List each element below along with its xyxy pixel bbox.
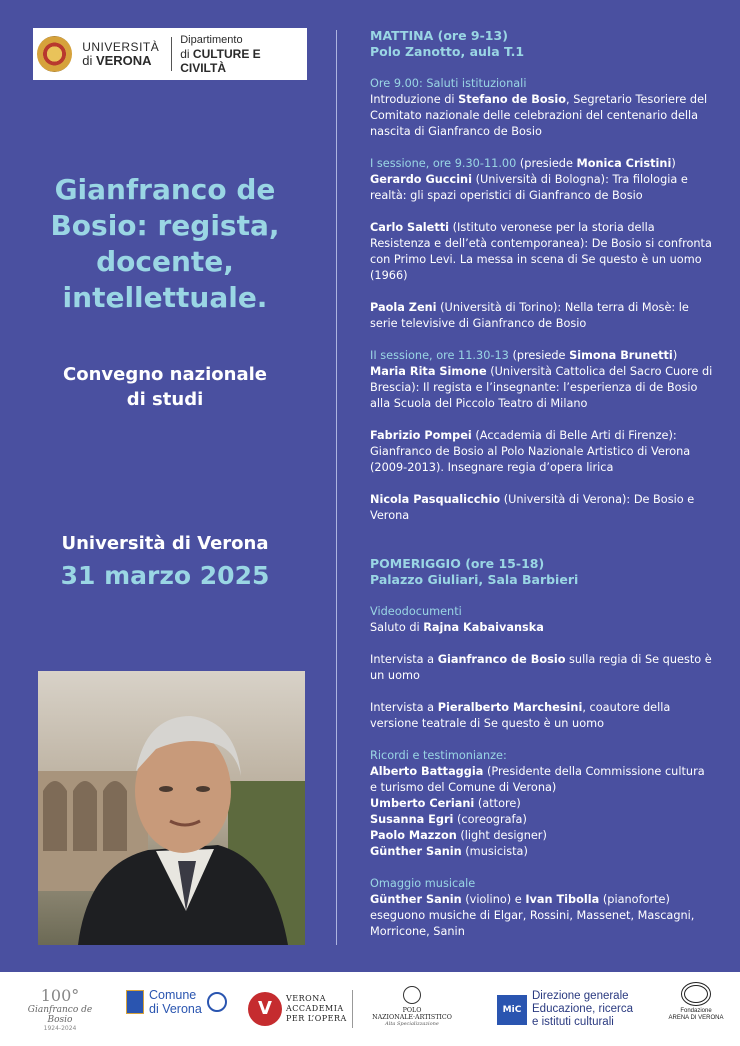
department-line2-bold: CULTURE E CIVILTÀ <box>180 47 261 75</box>
interview-item <box>370 700 715 732</box>
talk-item <box>370 428 715 476</box>
mic-logo <box>497 990 633 1029</box>
interview-desc: , coautore della versione teatrale di Se questo è un uomo <box>370 701 671 730</box>
university-line2 <box>82 54 159 68</box>
interview-name: Pieralberto Marchesini <box>437 701 583 714</box>
welcome-pre: Introduzione di <box>370 93 459 106</box>
session1-chair-post: ) <box>671 157 676 170</box>
accademia-line3: PER L’OPERA <box>286 1014 347 1023</box>
speaker-role: (coreografa) <box>453 813 527 826</box>
musician-name: Ivan Tibolla <box>525 893 600 906</box>
session2-chair-post: ) <box>672 349 678 362</box>
accademia-line2: ACCADEMIA <box>286 1004 344 1013</box>
university-line2-bold: VERONA <box>95 53 152 68</box>
speaker-role: (Presidente della Commissione cultura e turismo del Comune di Verona) <box>370 765 705 794</box>
video-name: Rajna Kabaivanska <box>423 621 544 634</box>
music-text <box>370 892 715 940</box>
university-line1: UNIVERSITÀ <box>82 40 160 54</box>
event-date: 31 marzo 2025 <box>60 561 270 590</box>
session2-heading <box>370 348 715 364</box>
afternoon-title: POMERIGGIO (ore 15-18) <box>370 556 545 571</box>
centenary-years: 1924-2024 <box>43 1025 77 1032</box>
session2-chair-pre: (presiede <box>508 349 570 362</box>
polo-emblem-icon <box>403 986 421 1004</box>
morning-venue: Polo Zanotto, aula T.1 <box>370 44 525 59</box>
sponsor-footer <box>0 972 740 1046</box>
session1-heading <box>370 156 715 172</box>
music-block <box>370 876 715 940</box>
university-name <box>82 40 159 68</box>
memory-item <box>370 796 715 812</box>
title-line: Gianfranco de <box>54 173 276 206</box>
polo-line2: Alta Specializzazione <box>385 1021 439 1027</box>
session1-chair: Monica Cristini <box>576 157 672 170</box>
interview-pre: Intervista a <box>370 701 438 714</box>
department-line1: Dipartimento <box>180 34 243 46</box>
session2-title: II sessione, ore 11.30-13 <box>370 349 509 362</box>
speaker-role: (light designer) <box>456 829 547 842</box>
mic-line1: Direzione generale <box>532 990 629 1002</box>
accademia-text <box>286 994 347 1024</box>
memory-item <box>370 764 715 796</box>
department-line2-prefix: di <box>180 47 193 61</box>
mic-line2: Educazione, ricerca <box>532 1003 633 1015</box>
speaker-name: Carlo Saletti <box>370 221 450 234</box>
welcome-desc: , Segretario Tesoriere del Comitato nazionale delle celebrazioni del centenario della nascita di Gianfranco de Bosio <box>370 93 708 138</box>
talk-item <box>370 300 715 332</box>
accademia-logo <box>248 992 347 1026</box>
university-line2-prefix: di <box>82 53 96 68</box>
comune-badge-icon <box>207 992 227 1012</box>
music-desc: (pianoforte) eseguono musiche di Elgar, Rossini, Massenet, Mascagni, Morricone, Sanin <box>370 893 695 938</box>
comune-line1: Comune <box>149 988 197 1002</box>
interview-desc: sulla regia di Se questo è un uomo <box>370 653 712 682</box>
talk-desc: (Università di Verona): De Bosio e Verona <box>370 493 695 522</box>
speaker-name: Gerardo Guccini <box>370 173 472 186</box>
music-heading: Omaggio musicale <box>370 877 476 890</box>
session1-first <box>370 156 715 204</box>
university-seal-icon <box>37 36 72 72</box>
column-divider <box>336 30 337 945</box>
morning-header <box>370 28 715 60</box>
event-subtitle <box>20 362 310 412</box>
speaker-name: Günther Sanin <box>370 845 462 858</box>
logo-divider <box>171 37 172 71</box>
video-pre: Saluto di <box>370 621 424 634</box>
department-line2 <box>180 47 307 75</box>
welcome-block <box>370 76 715 140</box>
title-line: Bosio: regista, <box>50 209 280 242</box>
memories-block <box>370 748 715 860</box>
talk-desc: (Università Cattolica del Sacro Cuore di Brescia): Il regista e l’insegnante: l’esperienza di de Bosio alla Scuola del Piccolo Teatro di Milano <box>370 365 713 410</box>
portrait-photo <box>38 671 305 945</box>
memory-item <box>370 844 715 860</box>
accademia-line1: VERONA <box>286 994 326 1003</box>
speaker-name: Umberto Ceriani <box>370 797 475 810</box>
afternoon-venue: Palazzo Giuliari, Sala Barbieri <box>370 572 579 587</box>
footer-divider <box>352 990 353 1028</box>
comune-line2: di Verona <box>149 1002 202 1016</box>
talk-item <box>370 364 715 412</box>
session1-title: I sessione, ore 9.30-11.00 <box>370 157 517 170</box>
mic-mark-icon: MiC <box>497 995 527 1025</box>
centenary-logo <box>20 986 100 1032</box>
title-line: intellettuale. <box>62 281 268 314</box>
comune-text <box>149 988 202 1016</box>
welcome-heading: Ore 9.00: Saluti istituzionali <box>370 77 527 90</box>
session2-first <box>370 348 715 412</box>
talk-desc: (Università di Torino): Nella terra di Mosè: le serie televisive di Gianfranco de Bosio <box>370 301 689 330</box>
programme <box>370 28 715 956</box>
arena-line1: Fondazione <box>680 1008 712 1014</box>
speaker-name: Nicola Pasqualicchio <box>370 493 501 506</box>
speaker-role: (musicista) <box>461 845 528 858</box>
welcome-text <box>370 92 715 140</box>
centenary-signature: Gianfranco de Bosio <box>27 1005 93 1025</box>
event-title <box>20 172 310 316</box>
talk-desc: (Istituto veronese per la storia della Resistenza e dell’età contemporanea): De Bosio si confronta con Primo Levi. La messa in scena di Se questo è un uomo (1966) <box>370 221 712 282</box>
afternoon-header <box>370 556 715 588</box>
speaker-name: Paolo Mazzon <box>370 829 457 842</box>
talk-desc: (Accademia di Belle Arti di Firenze): Gianfranco de Bosio al Polo Nazionale Artistico di Verona (2009-2013). Insegnare regia d’opera lirica <box>370 429 691 474</box>
subtitle-line: di studi <box>126 389 204 410</box>
memories-heading: Ricordi e testimonianze: <box>370 749 507 762</box>
mic-text <box>532 990 633 1029</box>
talk-item <box>370 492 715 524</box>
speaker-name: Fabrizio Pompei <box>370 429 472 442</box>
comune-logo <box>126 988 227 1016</box>
centenary-number: 100° <box>40 986 80 1005</box>
speaker-role: (attore) <box>474 797 521 810</box>
video-block <box>370 604 715 636</box>
talk-item <box>370 172 715 204</box>
interview-item <box>370 652 715 684</box>
video-greeting <box>370 620 715 636</box>
polo-line1: POLO NAZIONALE·ARTISTICO <box>372 1007 452 1021</box>
accademia-mark-icon: V <box>248 992 282 1026</box>
talk-item <box>370 220 715 284</box>
department-name <box>180 33 307 75</box>
speaker-name: Paola Zeni <box>370 301 437 314</box>
arena-mark-icon <box>681 982 711 1006</box>
musician-name: Günther Sanin <box>370 893 462 906</box>
session1-chair-pre: (presiede <box>516 157 577 170</box>
event-place: Università di Verona <box>61 533 269 554</box>
speaker-name: Maria Rita Simone <box>370 365 487 378</box>
polo-logo <box>362 986 462 1027</box>
university-logo <box>33 28 307 80</box>
subtitle-line: Convegno nazionale <box>63 364 267 385</box>
arena-line2: ARENA DI VERONA <box>668 1015 724 1021</box>
portrait-illustration <box>38 671 305 945</box>
title-line: docente, <box>96 245 234 278</box>
talk-desc: (Università di Bologna): Tra filologia e realtà: gli spazi operistici di Gianfranco de Bosio <box>370 173 688 202</box>
speaker-name: Susanna Egri <box>370 813 454 826</box>
interview-name: Gianfranco de Bosio <box>437 653 566 666</box>
memory-item <box>370 812 715 828</box>
comune-crest-icon <box>126 990 144 1014</box>
interview-pre: Intervista a <box>370 653 438 666</box>
morning-title: MATTINA (ore 9-13) <box>370 28 508 43</box>
memory-item <box>370 828 715 844</box>
arena-logo <box>665 982 727 1022</box>
speaker-name: Alberto Battaggia <box>370 765 484 778</box>
video-heading: Videodocumenti <box>370 605 462 618</box>
mic-line3: e istituti culturali <box>532 1016 614 1028</box>
welcome-name: Stefano de Bosio <box>458 93 567 106</box>
session2-chair: Simona Brunetti <box>569 349 673 362</box>
music-mid: (violino) e <box>461 893 526 906</box>
